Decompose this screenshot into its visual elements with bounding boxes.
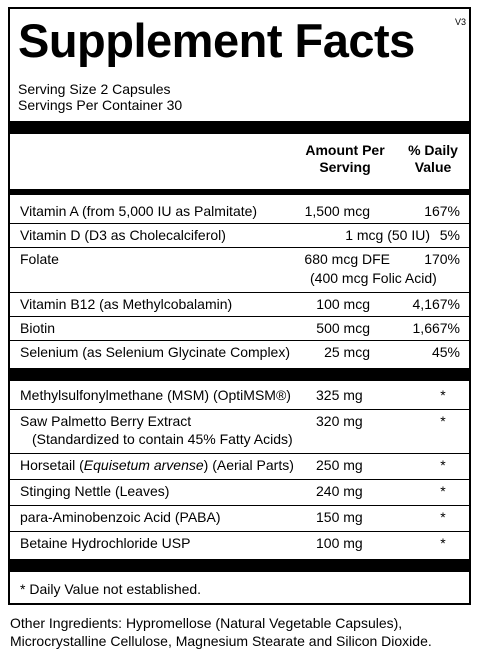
nutrient-dv: 5%: [439, 227, 460, 243]
nutrient-amount: 680 mcg DFE: [304, 251, 390, 267]
row-divider: [10, 505, 469, 506]
ingredient-name-part: Horsetail (: [20, 457, 84, 473]
nutrient-amount: 25 mcg: [324, 344, 370, 360]
dv-header: % Daily Value: [408, 142, 458, 175]
servings-per-container: Servings Per Container 30: [18, 97, 183, 113]
nutrient-name: Biotin: [20, 320, 56, 336]
nutrient-name: Vitamin A (from 5,000 IU as Palmitate): [20, 203, 258, 219]
thick-bar-middle: [10, 368, 469, 381]
panel-title: Supplement Facts: [18, 14, 415, 67]
ingredient-dv: *: [440, 483, 446, 499]
nutrient-dv: 4,167%: [412, 296, 460, 312]
row-divider: [10, 453, 469, 454]
nutrient-dv: 1,667%: [412, 320, 460, 336]
nutrient-name: Folate: [20, 251, 59, 267]
ingredient-amount: 325 mg: [316, 387, 363, 403]
other-ingredients: [10, 614, 432, 650]
ingredient-name: Saw Palmetto Berry Extract: [20, 413, 192, 429]
ingredient-amount: 250 mg: [316, 457, 363, 473]
row-divider: [10, 247, 469, 248]
row-divider: [10, 409, 469, 410]
nutrient-amount: 1,500 mcg: [304, 203, 370, 219]
row-divider: [10, 223, 469, 224]
nutrient-amount: 1 mcg (50 IU): [345, 227, 430, 243]
ingredient-dv: *: [440, 387, 446, 403]
nutrient-dv: 170%: [424, 251, 460, 267]
ingredient-dv: *: [440, 509, 446, 525]
nutrient-name: Selenium (as Selenium Glycinate Complex): [20, 344, 290, 360]
version-code: V3: [454, 17, 466, 27]
other-ingredients-line-1: Other Ingredients: Hypromellose (Natural Vegetable Capsules),: [10, 615, 403, 631]
row-divider: [10, 531, 469, 532]
row-divider: [10, 292, 469, 293]
thick-bar-bottom: [10, 559, 469, 572]
ingredient-name: Methylsulfonylmethane (MSM) (OptiMSM®): [20, 387, 291, 403]
nutrient-amount-detail: (400 mcg Folic Acid): [310, 270, 437, 286]
amount-header: Amount Per Serving: [305, 142, 385, 175]
row-divider: [10, 340, 469, 341]
ingredient-dv: *: [440, 535, 446, 551]
nutrient-dv: 45%: [431, 344, 460, 360]
ingredient-subtext: (Standardized to contain 45% Fatty Acids): [32, 431, 293, 447]
serving-size: Serving Size 2 Capsules: [18, 81, 171, 97]
nutrient-name: Vitamin B12 (as Methylcobalamin): [20, 296, 233, 312]
ingredient-name: Stinging Nettle (Leaves): [20, 483, 170, 499]
ingredient-amount: 100 mg: [316, 535, 363, 551]
botanical-name: Equisetum arvense: [83, 457, 204, 473]
nutrient-amount: 100 mcg: [316, 296, 370, 312]
nutrient-dv: 167%: [424, 203, 460, 219]
nutrient-name: Vitamin D (D3 as Cholecalciferol): [20, 227, 226, 243]
row-divider: [10, 316, 469, 317]
ingredient-amount: 150 mg: [316, 509, 363, 525]
other-ingredients-line-2: Microcrystalline Cellulose, Magnesium Stearate and Silicon Dioxide.: [10, 633, 432, 649]
row-divider: [10, 479, 469, 480]
ingredient-amount: 240 mg: [316, 483, 363, 499]
ingredient-name-part: ) (Aerial Parts): [203, 457, 294, 473]
medium-bar: [10, 189, 469, 195]
nutrient-amount: 500 mcg: [316, 320, 370, 336]
ingredient-dv: *: [440, 413, 446, 429]
ingredient-name: Betaine Hydrochloride USP: [20, 535, 191, 551]
ingredient-dv: *: [440, 457, 446, 473]
supplement-facts-panel: [8, 7, 471, 605]
thick-bar-top: [10, 121, 469, 134]
footnote: * Daily Value not established.: [20, 581, 202, 597]
ingredient-name: para-Aminobenzoic Acid (PABA): [20, 509, 221, 525]
ingredient-amount: 320 mg: [316, 413, 363, 429]
ingredient-name: [20, 457, 294, 474]
